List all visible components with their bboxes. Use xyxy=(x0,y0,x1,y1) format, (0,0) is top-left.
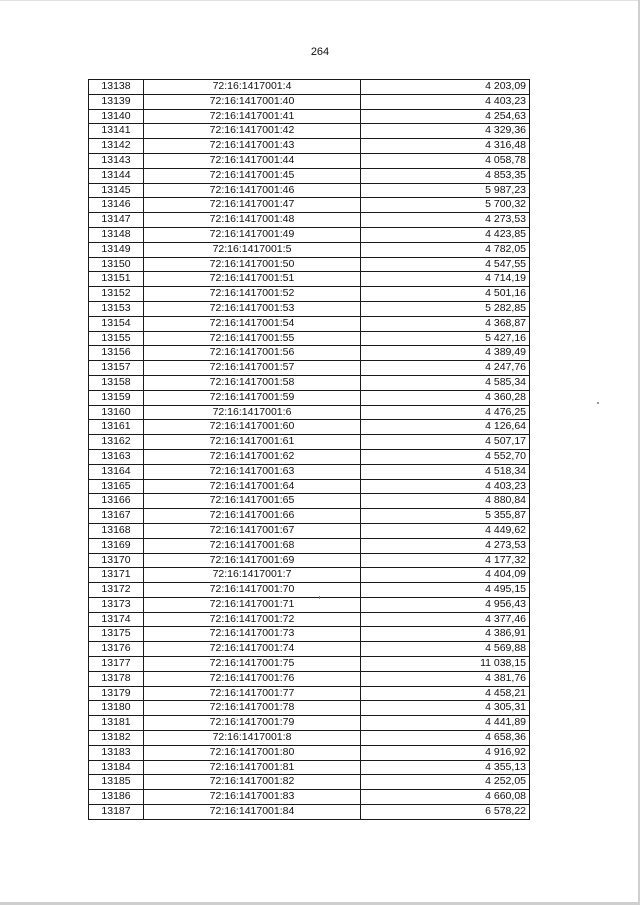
area-value-cell: 4 423,85 xyxy=(361,227,530,242)
table-row xyxy=(89,346,530,361)
scan-speck xyxy=(319,596,320,599)
cadastral-number-cell: 72:16:1417001:75 xyxy=(144,657,361,672)
area-value-cell: 4 386,91 xyxy=(361,627,530,642)
table-row xyxy=(89,272,530,287)
area-value-cell: 4 389,49 xyxy=(361,346,530,361)
cadastral-number-cell: 72:16:1417001:50 xyxy=(144,257,361,272)
table-row xyxy=(89,553,530,568)
area-value-cell: 4 404,09 xyxy=(361,568,530,583)
table-row xyxy=(89,701,530,716)
cadastral-number-cell: 72:16:1417001:82 xyxy=(144,775,361,790)
area-value-cell: 4 403,23 xyxy=(361,479,530,494)
area-value-cell: 4 203,09 xyxy=(361,80,530,95)
cadastral-number-cell: 72:16:1417001:66 xyxy=(144,509,361,524)
cadastral-number-cell: 72:16:1417001:62 xyxy=(144,449,361,464)
row-number-cell: 13144 xyxy=(89,168,144,183)
cadastral-number-cell: 72:16:1417001:43 xyxy=(144,139,361,154)
row-number-cell: 13140 xyxy=(89,109,144,124)
cadastral-number-cell: 72:16:1417001:79 xyxy=(144,716,361,731)
table-row xyxy=(89,775,530,790)
table-row xyxy=(89,168,530,183)
table-row xyxy=(89,109,530,124)
cadastral-number-cell: 72:16:1417001:78 xyxy=(144,701,361,716)
row-number-cell: 13147 xyxy=(89,213,144,228)
cadastral-number-cell: 72:16:1417001:46 xyxy=(144,183,361,198)
area-value-cell: 4 501,16 xyxy=(361,287,530,302)
cadastral-number-cell: 72:16:1417001:7 xyxy=(144,568,361,583)
row-number-cell: 13183 xyxy=(89,745,144,760)
area-value-cell: 4 252,05 xyxy=(361,775,530,790)
cadastral-number-cell: 72:16:1417001:49 xyxy=(144,227,361,242)
table-row xyxy=(89,657,530,672)
row-number-cell: 13163 xyxy=(89,449,144,464)
table-row xyxy=(89,301,530,316)
cadastral-table xyxy=(88,79,530,820)
cadastral-number-cell: 72:16:1417001:57 xyxy=(144,361,361,376)
row-number-cell: 13187 xyxy=(89,805,144,820)
row-number-cell: 13145 xyxy=(89,183,144,198)
row-number-cell: 13157 xyxy=(89,361,144,376)
row-number-cell: 13178 xyxy=(89,671,144,686)
row-number-cell: 13186 xyxy=(89,790,144,805)
row-number-cell: 13170 xyxy=(89,553,144,568)
row-number-cell: 13156 xyxy=(89,346,144,361)
table-row xyxy=(89,627,530,642)
row-number-cell: 13182 xyxy=(89,731,144,746)
table-row xyxy=(89,568,530,583)
cadastral-number-cell: 72:16:1417001:53 xyxy=(144,301,361,316)
row-number-cell: 13151 xyxy=(89,272,144,287)
cadastral-number-cell: 72:16:1417001:59 xyxy=(144,390,361,405)
cadastral-number-cell: 72:16:1417001:73 xyxy=(144,627,361,642)
table-row xyxy=(89,494,530,509)
cadastral-number-cell: 72:16:1417001:63 xyxy=(144,464,361,479)
row-number-cell: 13167 xyxy=(89,509,144,524)
table-row xyxy=(89,642,530,657)
table-row xyxy=(89,790,530,805)
table-row xyxy=(89,80,530,95)
row-number-cell: 13181 xyxy=(89,716,144,731)
table-row xyxy=(89,390,530,405)
cadastral-number-cell: 72:16:1417001:71 xyxy=(144,597,361,612)
row-number-cell: 13172 xyxy=(89,583,144,598)
area-value-cell: 5 427,16 xyxy=(361,331,530,346)
table-row xyxy=(89,731,530,746)
area-value-cell: 6 578,22 xyxy=(361,805,530,820)
row-number-cell: 13166 xyxy=(89,494,144,509)
cadastral-number-cell: 72:16:1417001:48 xyxy=(144,213,361,228)
table-row xyxy=(89,686,530,701)
table-row xyxy=(89,583,530,598)
row-number-cell: 13142 xyxy=(89,139,144,154)
table-row xyxy=(89,331,530,346)
table-row xyxy=(89,523,530,538)
row-number-cell: 13161 xyxy=(89,420,144,435)
area-value-cell: 4 126,64 xyxy=(361,420,530,435)
table-row xyxy=(89,287,530,302)
row-number-cell: 13165 xyxy=(89,479,144,494)
table-row xyxy=(89,375,530,390)
cadastral-number-cell: 72:16:1417001:47 xyxy=(144,198,361,213)
area-value-cell: 4 360,28 xyxy=(361,390,530,405)
area-value-cell: 4 518,34 xyxy=(361,464,530,479)
table-row xyxy=(89,716,530,731)
cadastral-number-cell: 72:16:1417001:8 xyxy=(144,731,361,746)
row-number-cell: 13176 xyxy=(89,642,144,657)
cadastral-number-cell: 72:16:1417001:61 xyxy=(144,435,361,450)
area-value-cell: 4 714,19 xyxy=(361,272,530,287)
cadastral-number-cell: 72:16:1417001:74 xyxy=(144,642,361,657)
cadastral-number-cell: 72:16:1417001:44 xyxy=(144,153,361,168)
area-value-cell: 4 569,88 xyxy=(361,642,530,657)
row-number-cell: 13175 xyxy=(89,627,144,642)
table-row xyxy=(89,597,530,612)
row-number-cell: 13173 xyxy=(89,597,144,612)
row-number-cell: 13174 xyxy=(89,612,144,627)
area-value-cell: 5 355,87 xyxy=(361,509,530,524)
table-row xyxy=(89,213,530,228)
area-value-cell: 4 355,13 xyxy=(361,760,530,775)
table-row xyxy=(89,760,530,775)
table-row xyxy=(89,479,530,494)
area-value-cell: 4 916,92 xyxy=(361,745,530,760)
area-value-cell: 4 782,05 xyxy=(361,242,530,257)
area-value-cell: 4 329,36 xyxy=(361,124,530,139)
area-value-cell: 4 449,62 xyxy=(361,523,530,538)
cadastral-number-cell: 72:16:1417001:84 xyxy=(144,805,361,820)
area-value-cell: 4 547,55 xyxy=(361,257,530,272)
area-value-cell: 4 507,17 xyxy=(361,435,530,450)
area-value-cell: 4 368,87 xyxy=(361,316,530,331)
table-row xyxy=(89,227,530,242)
cadastral-number-cell: 72:16:1417001:42 xyxy=(144,124,361,139)
table-row xyxy=(89,242,530,257)
table-row xyxy=(89,153,530,168)
area-value-cell: 4 880,84 xyxy=(361,494,530,509)
area-value-cell: 4 058,78 xyxy=(361,153,530,168)
area-value-cell: 5 700,32 xyxy=(361,198,530,213)
area-value-cell: 5 987,23 xyxy=(361,183,530,198)
table-row xyxy=(89,671,530,686)
cadastral-number-cell: 72:16:1417001:55 xyxy=(144,331,361,346)
table-row xyxy=(89,612,530,627)
row-number-cell: 13160 xyxy=(89,405,144,420)
cadastral-number-cell: 72:16:1417001:77 xyxy=(144,686,361,701)
table-row xyxy=(89,124,530,139)
cadastral-number-cell: 72:16:1417001:68 xyxy=(144,538,361,553)
row-number-cell: 13146 xyxy=(89,198,144,213)
area-value-cell: 4 403,23 xyxy=(361,94,530,109)
cadastral-number-cell: 72:16:1417001:58 xyxy=(144,375,361,390)
row-number-cell: 13180 xyxy=(89,701,144,716)
table-row xyxy=(89,509,530,524)
cadastral-table-body xyxy=(89,80,530,820)
table-row xyxy=(89,745,530,760)
table-row xyxy=(89,183,530,198)
cadastral-number-cell: 72:16:1417001:54 xyxy=(144,316,361,331)
area-value-cell: 4 441,89 xyxy=(361,716,530,731)
row-number-cell: 13169 xyxy=(89,538,144,553)
table-row xyxy=(89,538,530,553)
row-number-cell: 13148 xyxy=(89,227,144,242)
table-row xyxy=(89,464,530,479)
row-number-cell: 13155 xyxy=(89,331,144,346)
page-number: 264 xyxy=(310,46,330,58)
row-number-cell: 13159 xyxy=(89,390,144,405)
cadastral-number-cell: 72:16:1417001:51 xyxy=(144,272,361,287)
row-number-cell: 13168 xyxy=(89,523,144,538)
row-number-cell: 13139 xyxy=(89,94,144,109)
table-row xyxy=(89,449,530,464)
cadastral-number-cell: 72:16:1417001:72 xyxy=(144,612,361,627)
scan-speck xyxy=(597,402,599,404)
area-value-cell: 4 552,70 xyxy=(361,449,530,464)
cadastral-number-cell: 72:16:1417001:52 xyxy=(144,287,361,302)
area-value-cell: 4 273,53 xyxy=(361,538,530,553)
cadastral-number-cell: 72:16:1417001:6 xyxy=(144,405,361,420)
area-value-cell: 4 381,76 xyxy=(361,671,530,686)
table-row xyxy=(89,420,530,435)
cadastral-number-cell: 72:16:1417001:69 xyxy=(144,553,361,568)
table-row xyxy=(89,316,530,331)
cadastral-number-cell: 72:16:1417001:81 xyxy=(144,760,361,775)
row-number-cell: 13138 xyxy=(89,80,144,95)
row-number-cell: 13141 xyxy=(89,124,144,139)
page-top-edge xyxy=(0,0,640,1)
row-number-cell: 13179 xyxy=(89,686,144,701)
cadastral-number-cell: 72:16:1417001:83 xyxy=(144,790,361,805)
area-value-cell: 4 377,46 xyxy=(361,612,530,627)
cadastral-number-cell: 72:16:1417001:65 xyxy=(144,494,361,509)
cadastral-number-cell: 72:16:1417001:67 xyxy=(144,523,361,538)
cadastral-number-cell: 72:16:1417001:60 xyxy=(144,420,361,435)
area-value-cell: 4 458,21 xyxy=(361,686,530,701)
cadastral-number-cell: 72:16:1417001:5 xyxy=(144,242,361,257)
row-number-cell: 13158 xyxy=(89,375,144,390)
cadastral-number-cell: 72:16:1417001:40 xyxy=(144,94,361,109)
area-value-cell: 4 658,36 xyxy=(361,731,530,746)
cadastral-number-cell: 72:16:1417001:70 xyxy=(144,583,361,598)
area-value-cell: 4 316,48 xyxy=(361,139,530,154)
table-row xyxy=(89,361,530,376)
table-row xyxy=(89,435,530,450)
row-number-cell: 13153 xyxy=(89,301,144,316)
cadastral-number-cell: 72:16:1417001:56 xyxy=(144,346,361,361)
table-row xyxy=(89,805,530,820)
area-value-cell: 11 038,15 xyxy=(361,657,530,672)
row-number-cell: 13185 xyxy=(89,775,144,790)
row-number-cell: 13177 xyxy=(89,657,144,672)
area-value-cell: 4 247,76 xyxy=(361,361,530,376)
area-value-cell: 4 660,08 xyxy=(361,790,530,805)
table-row xyxy=(89,139,530,154)
table-row xyxy=(89,94,530,109)
cadastral-number-cell: 72:16:1417001:64 xyxy=(144,479,361,494)
area-value-cell: 4 853,35 xyxy=(361,168,530,183)
table-row xyxy=(89,405,530,420)
area-value-cell: 4 956,43 xyxy=(361,597,530,612)
row-number-cell: 13164 xyxy=(89,464,144,479)
cadastral-number-cell: 72:16:1417001:41 xyxy=(144,109,361,124)
row-number-cell: 13162 xyxy=(89,435,144,450)
cadastral-number-cell: 72:16:1417001:80 xyxy=(144,745,361,760)
area-value-cell: 4 177,32 xyxy=(361,553,530,568)
row-number-cell: 13149 xyxy=(89,242,144,257)
area-value-cell: 5 282,85 xyxy=(361,301,530,316)
area-value-cell: 4 254,63 xyxy=(361,109,530,124)
row-number-cell: 13152 xyxy=(89,287,144,302)
table-row xyxy=(89,198,530,213)
cadastral-number-cell: 72:16:1417001:4 xyxy=(144,80,361,95)
table-row xyxy=(89,257,530,272)
cadastral-number-cell: 72:16:1417001:76 xyxy=(144,671,361,686)
row-number-cell: 13143 xyxy=(89,153,144,168)
area-value-cell: 4 305,31 xyxy=(361,701,530,716)
row-number-cell: 13150 xyxy=(89,257,144,272)
area-value-cell: 4 585,34 xyxy=(361,375,530,390)
area-value-cell: 4 273,53 xyxy=(361,213,530,228)
row-number-cell: 13184 xyxy=(89,760,144,775)
cadastral-number-cell: 72:16:1417001:45 xyxy=(144,168,361,183)
row-number-cell: 13154 xyxy=(89,316,144,331)
area-value-cell: 4 476,25 xyxy=(361,405,530,420)
row-number-cell: 13171 xyxy=(89,568,144,583)
area-value-cell: 4 495,15 xyxy=(361,583,530,598)
